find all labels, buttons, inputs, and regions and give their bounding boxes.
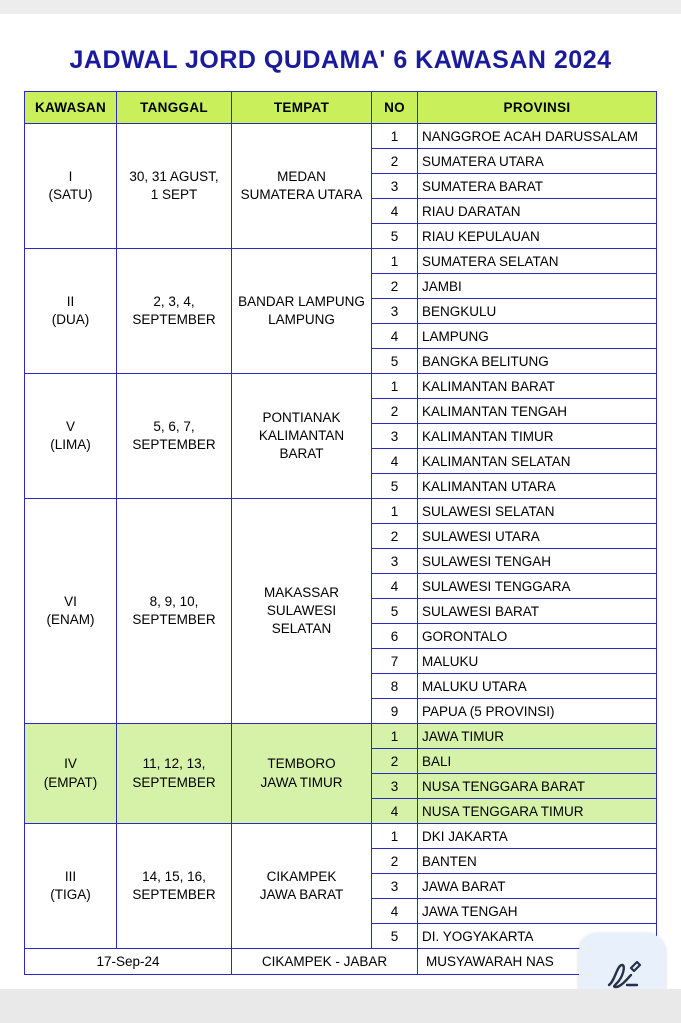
cell-provinsi: JAWA TENGAH [418, 899, 657, 924]
table-row [25, 724, 657, 749]
cell-tanggal-line1: 30, 31 AGUST, [129, 168, 219, 184]
cell-tanggal-line2: 1 SEPT [150, 187, 198, 202]
table-header [25, 92, 657, 124]
cell-provinsi: PAPUA (5 PROVINSI) [418, 699, 657, 724]
cell-provinsi: DKI JAKARTA [418, 824, 657, 849]
cell-kawasan-line1: IV [64, 756, 77, 772]
cell-no: 4 [372, 324, 418, 349]
cell-provinsi: MALUKU UTARA [418, 674, 657, 699]
column-header-provinsi: PROVINSI [418, 92, 657, 124]
cell-provinsi: SULAWESI SELATAN [418, 499, 657, 524]
schedule-table [24, 91, 657, 975]
cell-provinsi: JAWA TIMUR [418, 724, 657, 749]
cell-tanggal-line1: 14, 15, 16, [142, 868, 206, 884]
cell-provinsi: BENGKULU [418, 299, 657, 324]
cell-no: 7 [372, 649, 418, 674]
cell-tempat-line1: BANDAR LAMPUNG [238, 293, 365, 309]
cell-no: 1 [372, 499, 418, 524]
cell-no: 5 [372, 474, 418, 499]
cell-no: 2 [372, 274, 418, 299]
cell-no: 2 [372, 524, 418, 549]
cell-no: 4 [372, 899, 418, 924]
schedule-document [0, 14, 681, 989]
cell-no: 1 [372, 374, 418, 399]
cell-provinsi: MALUKU [418, 649, 657, 674]
cell-kawasan [25, 724, 117, 824]
cell-no: 3 [372, 299, 418, 324]
cell-tanggal-line1: 8, 9, 10, [149, 593, 199, 609]
cell-no: 5 [372, 599, 418, 624]
cell-kawasan-line1: VI [64, 593, 77, 609]
cell-provinsi: NANGGROE ACAH DARUSSALAM [418, 124, 657, 149]
cell-tanggal-line1: 5, 6, 7, [153, 418, 195, 434]
cell-tempat-line2: SUMATERA UTARA [240, 187, 363, 202]
cell-provinsi: KALIMANTAN TENGAH [418, 399, 657, 424]
cell-tempat [232, 374, 372, 499]
cell-provinsi: SUMATERA SELATAN [418, 249, 657, 274]
cell-kawasan-line2: (LIMA) [50, 437, 91, 452]
cell-no: 5 [372, 924, 418, 949]
column-header-tempat: TEMPAT [232, 92, 372, 124]
cell-tanggal-line1: 2, 3, 4, [153, 293, 195, 309]
cell-provinsi: RIAU DARATAN [418, 199, 657, 224]
footer-date: 17-Sep-24 [25, 949, 232, 975]
page-title: JADWAL JORD QUDAMA' 6 KAWASAN 2024 [69, 46, 612, 74]
cell-provinsi: KALIMANTAN UTARA [418, 474, 657, 499]
cell-tanggal-line2: SEPTEMBER [132, 437, 216, 452]
cell-no: 8 [372, 674, 418, 699]
cell-provinsi: DI. YOGYAKARTA [418, 924, 657, 949]
cell-no: 4 [372, 799, 418, 824]
cell-tanggal [117, 374, 232, 499]
cell-kawasan [25, 824, 117, 949]
cell-no: 4 [372, 199, 418, 224]
cell-tempat-line1: MAKASSAR [263, 584, 340, 600]
cell-no: 3 [372, 774, 418, 799]
cell-provinsi: LAMPUNG [418, 324, 657, 349]
cell-tempat [232, 499, 372, 724]
cell-no: 2 [372, 399, 418, 424]
cell-tanggal [117, 824, 232, 949]
table-footer [25, 949, 657, 975]
cell-provinsi: KALIMANTAN TIMUR [418, 424, 657, 449]
cell-no: 2 [372, 849, 418, 874]
cell-no: 4 [372, 574, 418, 599]
cell-tempat [232, 724, 372, 824]
cell-tempat-line2: JAWA TIMUR [260, 774, 343, 790]
cell-provinsi: BANTEN [418, 849, 657, 874]
cell-no: 3 [372, 549, 418, 574]
cell-tempat-line2: SULAWESI SELATAN [266, 602, 337, 637]
cell-tanggal [117, 249, 232, 374]
cell-provinsi: SUMATERA UTARA [418, 149, 657, 174]
cell-no: 3 [372, 424, 418, 449]
cell-provinsi: GORONTALO [418, 624, 657, 649]
cell-provinsi: JAMBI [418, 274, 657, 299]
cell-kawasan-line2: (DUA) [51, 312, 90, 327]
cell-provinsi: SULAWESI TENGAH [418, 549, 657, 574]
table-row [25, 124, 657, 149]
cell-provinsi: SULAWESI UTARA [418, 524, 657, 549]
cell-tempat-line2: JAWA BARAT [259, 887, 344, 902]
top-margin-bar [0, 0, 681, 14]
cell-provinsi: KALIMANTAN BARAT [418, 374, 657, 399]
cell-no: 2 [372, 749, 418, 774]
cell-kawasan [25, 374, 117, 499]
cell-tempat-line2: LAMPUNG [268, 312, 335, 327]
cell-no: 1 [372, 249, 418, 274]
cell-provinsi: JAWA BARAT [418, 874, 657, 899]
cell-tempat [232, 824, 372, 949]
cell-provinsi: NUSA TENGGARA TIMUR [418, 799, 657, 824]
cell-kawasan-line2: (TIGA) [50, 887, 91, 902]
footer-keterangan: MUSYAWARAH NAS [418, 949, 657, 975]
cell-no: 9 [372, 699, 418, 724]
table-row [25, 249, 657, 274]
cell-tanggal-line2: SEPTEMBER [132, 312, 216, 327]
cell-kawasan-line2: (ENAM) [46, 612, 95, 627]
cell-no: 5 [372, 224, 418, 249]
cell-tanggal-line2: SEPTEMBER [132, 774, 216, 790]
bottom-margin-bar [0, 989, 681, 1023]
cell-kawasan [25, 124, 117, 249]
cell-kawasan-line2: (EMPAT) [43, 774, 98, 790]
table-row [25, 824, 657, 849]
cell-no: 6 [372, 624, 418, 649]
cell-tanggal-line2: SEPTEMBER [132, 887, 216, 902]
cell-no: 4 [372, 449, 418, 474]
cell-kawasan [25, 249, 117, 374]
cell-tanggal-line1: 11, 12, 13, [142, 756, 206, 772]
cell-no: 3 [372, 174, 418, 199]
cell-tempat [232, 249, 372, 374]
cell-tempat-line1: PONTIANAK [262, 409, 341, 425]
cell-provinsi: BANGKA BELITUNG [418, 349, 657, 374]
cell-no: 1 [372, 824, 418, 849]
cell-tanggal [117, 724, 232, 824]
cell-tanggal [117, 124, 232, 249]
cell-provinsi: SUMATERA BARAT [418, 174, 657, 199]
cell-provinsi: SULAWESI TENGGARA [418, 574, 657, 599]
cell-kawasan-line1: V [65, 418, 75, 434]
table-row [25, 499, 657, 524]
column-header-tanggal: TANGGAL [117, 92, 232, 124]
cell-provinsi: SULAWESI BARAT [418, 599, 657, 624]
cell-no: 1 [372, 124, 418, 149]
cell-kawasan-line1: I [68, 168, 73, 184]
cell-provinsi: BALI [418, 749, 657, 774]
cell-tempat [232, 124, 372, 249]
cell-no: 3 [372, 874, 418, 899]
cell-tempat-line2: KALIMANTAN BARAT [258, 427, 345, 462]
cell-provinsi: RIAU KEPULAUAN [418, 224, 657, 249]
cell-kawasan-line2: (SATU) [48, 187, 93, 202]
column-header-kawasan: KAWASAN [25, 92, 117, 124]
cell-tanggal [117, 499, 232, 724]
table-body [25, 124, 657, 949]
footer-tempat: CIKAMPEK - JABAR [232, 949, 418, 975]
cell-tanggal-line2: SEPTEMBER [132, 612, 216, 627]
cell-tempat-line1: TEMBORO [267, 756, 336, 772]
cell-no: 2 [372, 149, 418, 174]
cell-no: 1 [372, 724, 418, 749]
cell-no: 5 [372, 349, 418, 374]
cell-tempat-line1: CIKAMPEK [266, 868, 337, 884]
cell-provinsi: NUSA TENGGARA BARAT [418, 774, 657, 799]
table-row [25, 374, 657, 399]
cell-kawasan-line1: III [64, 868, 77, 884]
cell-kawasan-line1: II [66, 293, 75, 309]
cell-tempat-line1: MEDAN [277, 168, 326, 184]
cell-kawasan [25, 499, 117, 724]
cell-provinsi: KALIMANTAN SELATAN [418, 449, 657, 474]
column-header-no: NO [372, 92, 418, 124]
